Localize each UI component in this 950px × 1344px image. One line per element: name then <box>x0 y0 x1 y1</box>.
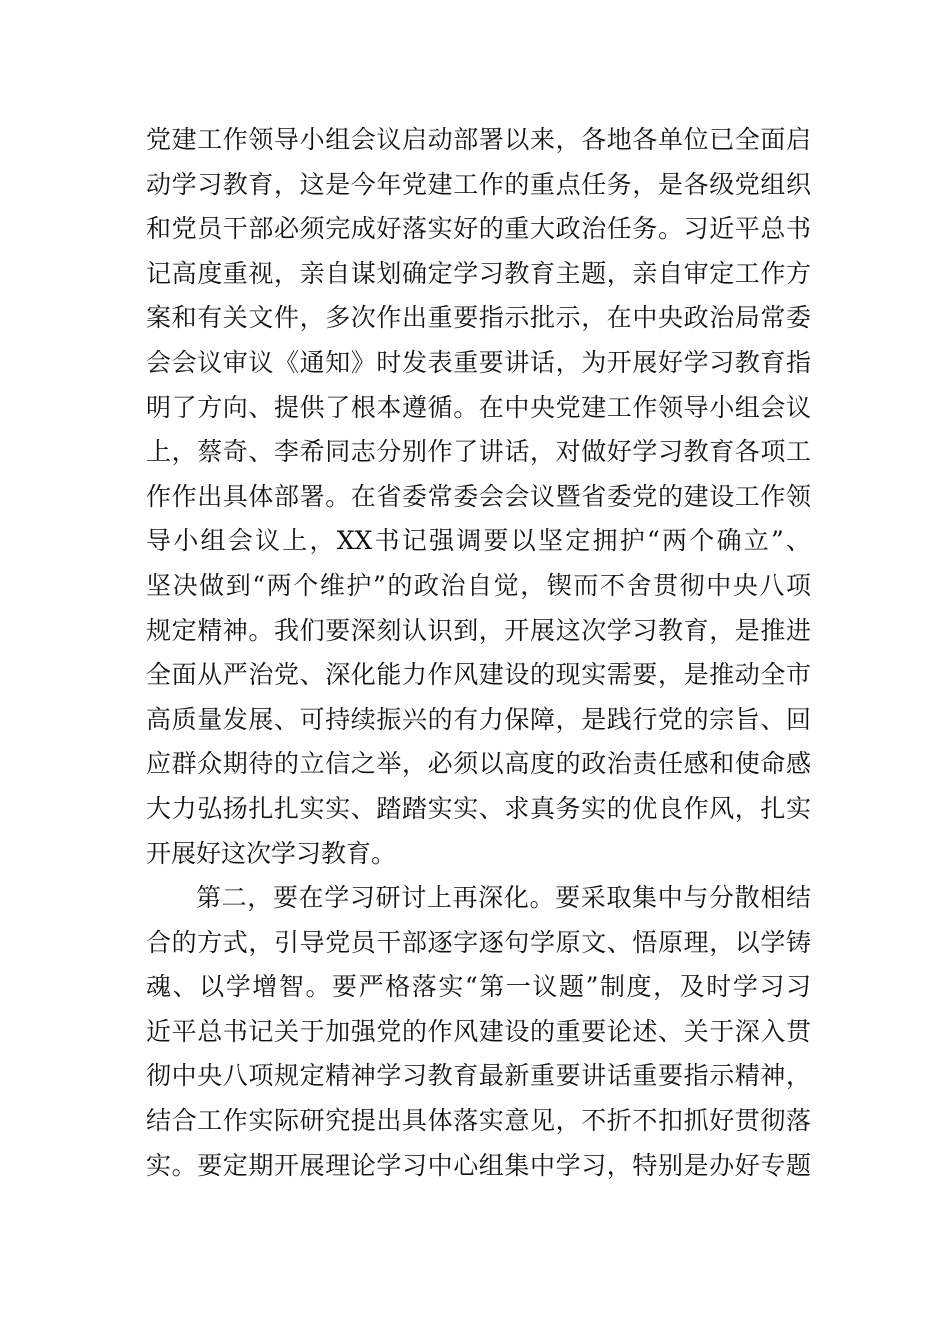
text-line: 合的方式，引导党员干部逐字逐句学原文、悟原理，以学铸 <box>146 927 811 957</box>
text-line: 结合工作实际研究提出具体落实意见，不折不扣抓好贯彻落 <box>146 1106 811 1136</box>
text-line: 作作出具体部署。在省委常委会会议暨省委党的建设工作领 <box>146 481 811 511</box>
text-line: 导小组会议上，XX书记强调要以坚定拥护“两个确立”、 <box>146 526 811 556</box>
text-line: 和党员干部必须完成好落实好的重大政治任务。习近平总书 <box>146 214 811 244</box>
text-line: 案和有关文件，多次作出重要指示批示，在中央政治局常委 <box>146 303 811 333</box>
text-line: 会会议审议《通知》时发表重要讲话，为开展好学习教育指 <box>146 347 811 377</box>
text-line: 近平总书记关于加强党的作风建设的重要论述、关于深入贯 <box>146 1016 811 1046</box>
text-line: 开展好这次学习教育。 <box>146 838 397 868</box>
text-line: 全面从严治党、深化能力作风建设的现实需要，是推动全市 <box>146 660 811 690</box>
text-line: 应群众期待的立信之举，必须以高度的政治责任感和使命感 <box>146 749 811 779</box>
body-text <box>146 118 811 1188</box>
text-line: 记高度重视，亲自谋划确定学习教育主题，亲自审定工作方 <box>146 258 811 288</box>
text-line: 动学习教育，这是今年党建工作的重点任务，是各级党组织 <box>146 169 811 199</box>
text-line: 大力弘扬扎扎实实、踏踏实实、求真务实的优良作风，扎实 <box>146 793 811 823</box>
text-line: 坚决做到“两个维护”的政治自觉，锲而不舍贯彻中央八项 <box>146 570 811 600</box>
text-line: 高质量发展、可持续振兴的有力保障，是践行党的宗旨、回 <box>146 704 811 734</box>
text-line: 党建工作领导小组会议启动部署以来，各地各单位已全面启 <box>146 125 811 154</box>
text-line: 第二，要在学习研讨上再深化。要采取集中与分散相结 <box>196 883 811 913</box>
text-line: 上，蔡奇、李希同志分别作了讲话，对做好学习教育各项工 <box>146 437 811 467</box>
paragraph-1 <box>146 118 811 876</box>
paragraph-2 <box>146 876 811 1188</box>
text-line: 规定精神。我们要深刻认识到，开展这次学习教育，是推进 <box>146 615 811 645</box>
text-line: 明了方向、提供了根本遵循。在中央党建工作领导小组会议 <box>146 392 811 422</box>
text-line: 魂、以学增智。要严格落实“第一议题”制度，及时学习习 <box>146 972 811 1002</box>
text-line: 实。要定期开展理论学习中心组集中学习，特别是办好专题 <box>146 1150 811 1180</box>
text-line: 彻中央八项规定精神学习教育最新重要讲话重要指示精神， <box>146 1061 811 1091</box>
